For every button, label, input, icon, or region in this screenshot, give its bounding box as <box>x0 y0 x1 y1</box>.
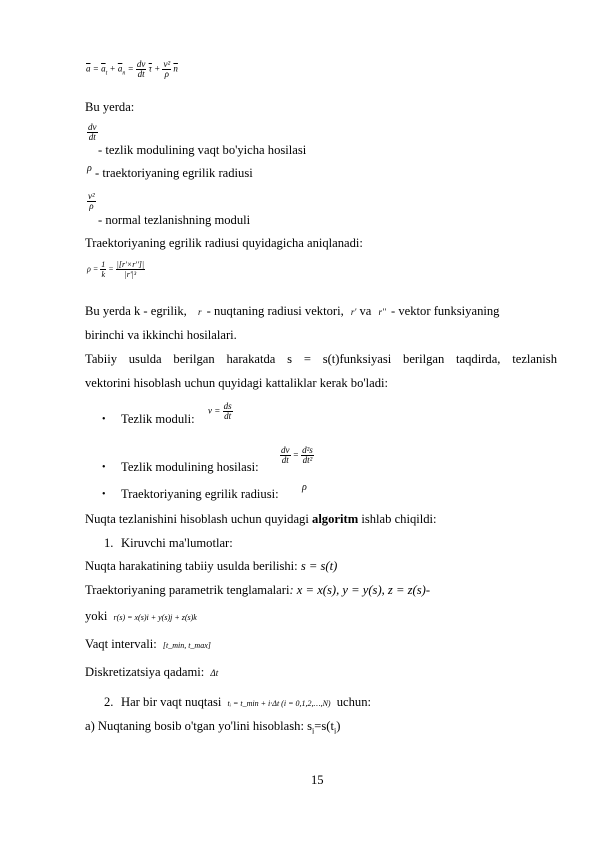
step-2-text: Har bir vaqt nuqtasi <box>121 695 222 709</box>
step-a-text: =s(t <box>314 719 334 733</box>
para-text: Bu yerda k - egrilik, <box>85 304 187 318</box>
bullet-1-text: Tezlik moduli: <box>121 412 195 426</box>
def-dvdt-text: - tezlik modulining vaqt bo'yicha hosilasi <box>98 143 307 157</box>
bullet-dot: • <box>102 462 106 473</box>
fraction-numerator: 1 <box>101 260 106 269</box>
parametric-equations <box>85 583 430 598</box>
natural-formula: s = s(t) <box>300 559 338 573</box>
step-1-text: Kiruvchi ma'lumotlar: <box>121 536 233 550</box>
def-dvdt <box>87 123 98 142</box>
step-2-line <box>121 695 371 710</box>
para-text: - nuqtaning radiusi vektori, <box>206 304 344 318</box>
fraction-denominator: dt <box>137 69 145 79</box>
def-rho-text: - traektoriyaning egrilik radiusi <box>95 166 253 180</box>
fraction-denominator: ρ <box>89 201 94 211</box>
parametric-formula: : x = x(s), y = y(s), z = z(s)- <box>289 583 431 597</box>
fraction-dv-dt <box>280 446 291 465</box>
fraction-numerator: dv <box>136 59 146 69</box>
fraction-numerator: dv <box>88 122 97 132</box>
fraction-denominator: dt² <box>302 455 313 465</box>
fraction-denominator: dt <box>88 132 96 142</box>
step-2-number: 2. <box>104 695 114 709</box>
def-v2rho <box>87 192 96 211</box>
formula-radius <box>87 260 145 279</box>
step-1-number: 1. <box>104 536 114 550</box>
formula-symbol: $\overline{n}$ <box>173 63 178 74</box>
fraction-denominator: k <box>101 270 106 279</box>
fraction-numerator: v² <box>163 59 171 69</box>
natural-motion <box>85 559 337 574</box>
interval-line <box>85 637 211 652</box>
fraction-dv-dt <box>87 123 98 142</box>
fraction-numerator: ds <box>223 401 232 411</box>
fraction-denominator: |r'|³ <box>124 270 137 279</box>
yoki-formula: r(s) = x(s)i + y(s)j + z(s)k <box>113 613 197 622</box>
fraction-denominator: ρ <box>164 69 169 79</box>
bullet-1-formula <box>208 402 233 421</box>
algo-intro-bold: algoritm <box>312 512 359 526</box>
def-rho-symbol: ρ <box>87 163 92 174</box>
formula-subscript: t <box>105 70 108 77</box>
bullet-3-text: Traektoriyaning egrilik radiusi: <box>121 487 279 501</box>
formula-symbol: $\overline{a}$ <box>101 63 106 74</box>
fraction-numerator: v² <box>88 191 95 201</box>
bullet-2-text: Tezlik modulining hosilasi: <box>121 460 259 474</box>
para1-line2: birinchi va ikkinchi hosilalari. <box>85 328 237 342</box>
algo-intro <box>85 512 437 527</box>
fraction-numerator: d²s <box>302 445 313 455</box>
fraction-numerator: dv <box>281 445 290 455</box>
fraction-numerator: |[r'×r'']| <box>116 260 145 269</box>
formula-symbol: = <box>214 405 221 416</box>
formula-subscript: n <box>122 70 126 77</box>
bullet-dot: • <box>102 489 106 500</box>
fraction-ds-dt <box>223 402 233 421</box>
formula-symbol: $\overline{a}$ <box>86 63 91 74</box>
parametric-text: Traektoriyaning parametrik tenglamalari <box>85 583 290 597</box>
discret-text: Diskretizatsiya qadami: <box>85 665 205 679</box>
step-a-text: a) Nuqtaning bosib o'tgan yo'lini hisoblash: s <box>85 719 313 733</box>
para2-line1: Tabiiy usulda berilgan harakatda s = s(t)funksiyasi berilgan taqdirda, tezlanish <box>85 352 557 366</box>
formula-symbol: = <box>92 264 99 274</box>
page-number: 15 <box>311 773 324 787</box>
formula-symbol: v <box>208 405 212 416</box>
step-a-subscript: i <box>312 726 315 736</box>
fraction-d2s-dt2 <box>301 446 314 465</box>
step-2-formula: tᵢ = t_min + i·Δt (i = 0,1,2,…,N) <box>227 699 331 708</box>
step-a-text: ) <box>336 719 341 733</box>
discret-formula: Δt <box>210 668 219 678</box>
fraction-denominator: dt <box>224 411 232 421</box>
para-text: va <box>359 304 372 318</box>
formula-symbol: $\overline{a}$ <box>117 63 123 74</box>
def-v2rho-text: - normal tezlanishning moduli <box>98 213 251 227</box>
formula-symbol: = <box>92 63 99 74</box>
formula-symbol: + <box>154 63 161 74</box>
vector-r1-symbol: r' <box>350 307 357 317</box>
step-a-subscript: i <box>333 726 337 736</box>
fraction-cross-product <box>116 260 145 279</box>
step-a-line <box>85 719 340 736</box>
discret-line <box>85 665 218 680</box>
para-text: - vektor funksiyaning <box>391 304 500 318</box>
algo-intro-text: Nuqta tezlanishini hisoblash uchun quyidagi <box>85 512 313 526</box>
fraction-one-k <box>100 260 106 279</box>
natural-text: Nuqta harakatining tabiiy usulda berilishi: <box>85 559 301 573</box>
fraction-v2-rho <box>87 192 96 211</box>
fraction-denominator: dt <box>281 455 289 465</box>
formula-symbol: = <box>127 63 134 74</box>
para2-line2: vektorini hisoblash uchun quyidagi kattaliklar kerak bo'ladi: <box>85 376 389 390</box>
bullet-dot: • <box>102 414 106 425</box>
bullet-2-formula <box>280 446 314 465</box>
para1-line1 <box>85 304 557 319</box>
formula-symbol: = <box>108 264 114 274</box>
vector-r-symbol: r <box>197 307 202 317</box>
step-2-text: uchun: <box>336 695 372 709</box>
formula-symbol: ρ <box>87 264 91 274</box>
radius-intro: Traektoriyaning egrilik radiusi quyidagicha aniqlanadi: <box>85 236 363 250</box>
yoki-text: yoki <box>85 609 108 623</box>
algo-intro-text: ishlab chiqildi: <box>358 512 437 526</box>
formula-symbol: $\overline{\tau}$ <box>148 63 152 74</box>
bu-yerda-label: Bu yerda: <box>85 100 135 114</box>
fraction-dv-dt <box>136 60 147 79</box>
bullet-3-formula: ρ <box>302 482 307 493</box>
formula-symbol: + <box>109 63 116 74</box>
fraction-v2-rho <box>162 60 171 79</box>
interval-text: Vaqt intervali: <box>85 637 157 651</box>
formula-acceleration <box>86 60 178 79</box>
interval-formula: [t_min, t_max] <box>162 641 211 650</box>
vector-r2-symbol: r'' <box>378 307 386 317</box>
yoki-line <box>85 609 197 624</box>
formula-symbol: = <box>292 449 299 460</box>
